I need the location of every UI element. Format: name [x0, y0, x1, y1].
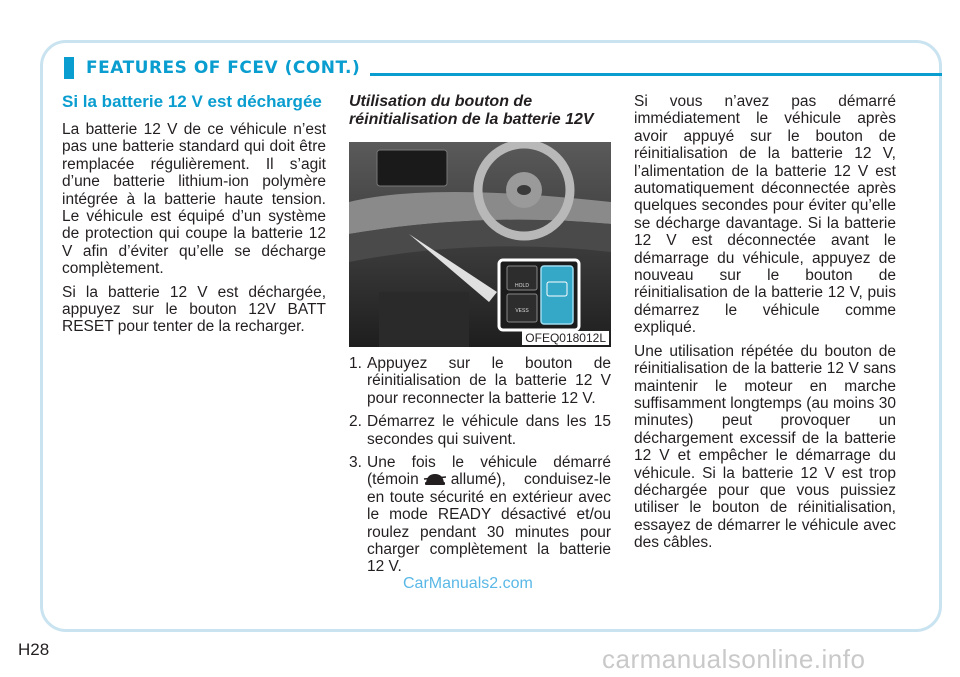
middle-column — [349, 93, 611, 582]
step-item — [349, 355, 611, 407]
dashboard-photo — [349, 142, 611, 347]
page-number: H28 — [18, 640, 50, 659]
right-paragraph: Une utilisation répétée du bouton de réinitialisation de la batterie 12 V sans maintenir le moteur en marche suffisamment longtemps (au moins 30 minutes) peut provoquer un déchargement excessif de la batterie 12 V et empêcher le démarrage du véhicule. Si la batterie 12 V est trop déchargée pour que vous puissiez utiliser le bouton de réinitialisation, essayez de démarrer le véhicule avec des câbles. — [634, 342, 896, 552]
section-header — [64, 57, 942, 79]
header-accent-block — [64, 57, 74, 79]
section-title: FEATURES OF FCEV (CONT.) — [86, 58, 361, 78]
hold-button-label: HOLD — [515, 283, 529, 289]
step-number: 3. — [349, 454, 362, 472]
step-item — [349, 413, 611, 448]
footer-watermark: carmanualsonline.info — [602, 644, 866, 674]
step-text-after: allumé), conduisez-le en toute sécurité en extérieur avec le mode READY désactivé et/ou roulez pendant 30 minutes pour charger complètement la batterie 12 V. — [367, 471, 611, 576]
vehicle-ready-indicator-icon — [423, 471, 447, 487]
left-column — [62, 93, 326, 342]
left-heading: Si la batterie 12 V est déchargée — [62, 92, 322, 111]
figure-code: OFEQ018012L — [522, 331, 609, 345]
step-item — [349, 454, 611, 576]
dashboard-illustration — [349, 142, 611, 347]
step-text-before: Une fois le véhicule démarré (témoin — [367, 454, 611, 489]
left-paragraph: Si la batterie 12 V est déchargée, appuyez sur le bouton 12V BATT RESET pour tenter de la recharger. — [62, 283, 326, 336]
left-paragraph: La batterie 12 V de ce véhicule n’est pas une batterie standard qui doit être remplacée régulièrement. Il s’agit d’une batterie lithium-ion polymère intégrée à la batterie haute tension. Le véhicule est équipé d’un système de protection qui coupe la batterie 12 V afin d’éviter qu’elle se décharge complètement. — [62, 121, 326, 278]
vess-button-label: VESS — [515, 308, 529, 314]
step-number: 1. — [349, 355, 362, 372]
site-watermark-link[interactable]: CarManuals2.com — [403, 575, 533, 592]
steps-list — [349, 355, 611, 576]
right-column — [634, 93, 896, 558]
header-rule — [370, 73, 942, 76]
middle-heading: Utilisation du bouton de réinitialisation de la batterie 12V — [349, 93, 594, 128]
right-paragraph: Si vous n’avez pas démarré immédiatement le véhicule après avoir appuyé sur le bouton de réinitialisation de la batterie 12 V, l’alimentation de la batterie 12 V est automatiquement déconnectée après quelques secondes pour éviter qu’elle se décharge davantage. Si la batterie 12 V est déconnectée avant le démarrage du véhicule, appuyez de nouveau sur le bouton de réinitialisation de la batterie 12 V, puis démarrez le véhicule comme expliqué. — [634, 93, 896, 337]
step-text: Appuyez sur le bouton de réinitialisation de la batterie 12 V pour reconnecter la batterie 12 V. — [367, 355, 611, 407]
step-text — [367, 454, 611, 576]
step-number: 2. — [349, 413, 362, 431]
step-text: Démarrez le véhicule dans les 15 secondes qui suivent. — [367, 413, 611, 448]
